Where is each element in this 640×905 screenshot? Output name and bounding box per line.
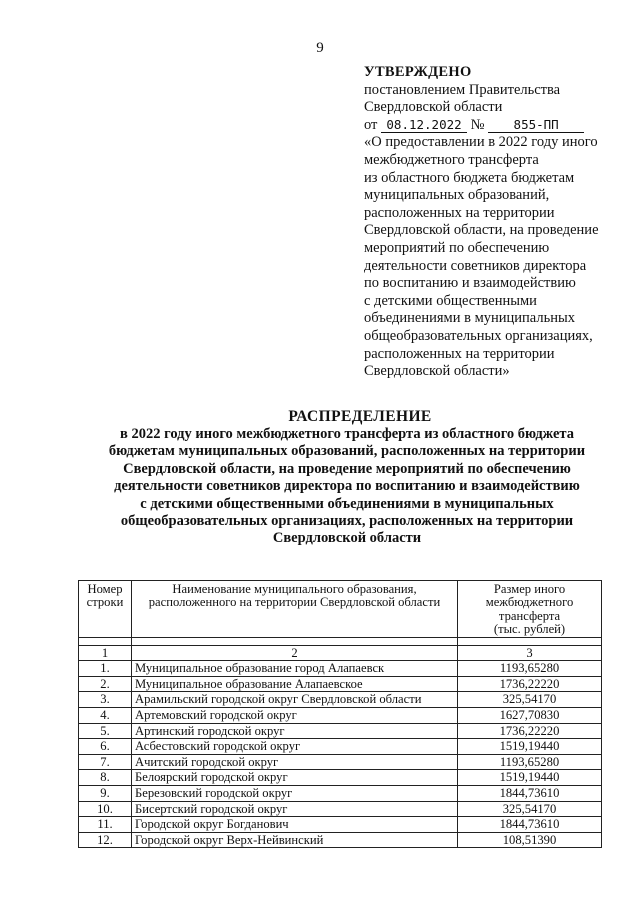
- header-text: Размер иного: [493, 582, 566, 596]
- row-number: 6.: [79, 739, 132, 755]
- municipality-name: Городской округ Богданович: [132, 817, 458, 833]
- subtitle-line: Свердловской области: [272, 530, 422, 547]
- subtitle-line: в 2022 году иного межбюджетного трансферта из областного бюджета: [120, 426, 574, 442]
- header-text: Номер: [87, 582, 123, 596]
- municipality-name: Артемовский городской округ: [132, 708, 458, 724]
- approval-date: 08.12.2022: [381, 117, 467, 133]
- transfer-amount: 108,51390: [458, 832, 602, 848]
- row-number: 8.: [79, 770, 132, 786]
- column-number: 3: [458, 645, 602, 661]
- transfer-amount: 1193,65280: [458, 661, 602, 677]
- transfer-amount: 325,54170: [458, 801, 602, 817]
- row-number: 7.: [79, 754, 132, 770]
- transfer-amount: 1519,19440: [458, 739, 602, 755]
- header-text: трансферта: [498, 608, 561, 623]
- header-text: Наименование муниципального образования,: [172, 582, 417, 596]
- date-prefix: от: [364, 116, 378, 133]
- table-header-row: [79, 581, 602, 638]
- header-text: расположенного на территории Свердловской области: [148, 595, 441, 610]
- table-row: [79, 708, 602, 724]
- table-row: [79, 661, 602, 677]
- municipality-name: Артинский городской округ: [132, 723, 458, 739]
- table-row: [79, 785, 602, 801]
- approval-title-line: муниципальных образований,: [364, 187, 550, 204]
- distribution-title: РАСПРЕДЕЛЕНИЕ: [288, 408, 432, 425]
- table-row: [79, 739, 602, 755]
- approval-title-line: мероприятий по обеспечению: [364, 239, 550, 256]
- municipality-name: Городской округ Верх-Нейвинский: [132, 832, 458, 848]
- table-row: [79, 723, 602, 739]
- transfer-amount: 1193,65280: [458, 754, 602, 770]
- distribution-table: [78, 580, 602, 848]
- table-row: [79, 801, 602, 817]
- row-number: 11.: [79, 817, 132, 833]
- transfer-amount: 1736,22220: [458, 676, 602, 692]
- approval-title-line: объединениями в муниципальных: [364, 310, 575, 327]
- approval-date-line: [364, 117, 626, 135]
- approval-block: [364, 64, 626, 381]
- approval-title-line: Свердловской области, на проведение: [364, 222, 599, 239]
- transfer-amount: 1519,19440: [458, 770, 602, 786]
- header-text: (тыс. рублей): [493, 622, 566, 637]
- transfer-amount: 1844,73610: [458, 817, 602, 833]
- row-number: 2.: [79, 676, 132, 692]
- approval-title-line: общеобразовательных организациях,: [364, 327, 593, 344]
- row-number: 10.: [79, 801, 132, 817]
- subtitle-line: деятельности советников директора по воспитанию и взаимодействию: [114, 478, 580, 495]
- approval-line-1: постановлением Правительства: [364, 81, 561, 98]
- approval-title-line: «О предоставлении в 2022 году иного: [364, 134, 598, 151]
- row-number: 1.: [79, 661, 132, 677]
- approval-line-2: Свердловской области: [364, 99, 503, 116]
- transfer-amount: 1627,70830: [458, 708, 602, 724]
- municipality-name: Белоярский городской округ: [132, 770, 458, 786]
- table-row: [79, 676, 602, 692]
- row-number: 3.: [79, 692, 132, 708]
- subtitle-line: общеобразовательных организациях, расположенных на территории: [120, 513, 574, 530]
- approval-title-line: расположенных на территории: [364, 204, 555, 221]
- column-number: 1: [79, 645, 132, 661]
- header-row-number: [79, 581, 132, 638]
- subtitle-line: бюджетам муниципальных образований, расположенных на территории: [108, 443, 586, 460]
- approval-title-line: по воспитанию и взаимодействию: [364, 275, 576, 292]
- approval-title-line: с детскими общественными: [364, 292, 537, 309]
- table-row: [79, 832, 602, 848]
- municipality-name: Муниципальное образование город Алапаевск: [132, 661, 458, 677]
- approval-title-line: Свердловской области»: [364, 363, 510, 380]
- distribution-subtitle: [74, 426, 620, 548]
- approval-title-line: из областного бюджета бюджетам: [364, 169, 575, 186]
- row-number: 4.: [79, 708, 132, 724]
- header-amount: [458, 581, 602, 638]
- municipality-name: Муниципальное образование Алапаевское: [132, 676, 458, 692]
- approval-title-line: расположенных на территории: [364, 345, 555, 362]
- header-municipality: [132, 581, 458, 638]
- table-row: [79, 754, 602, 770]
- column-number: 2: [132, 645, 458, 661]
- municipality-name: Асбестовский городской округ: [132, 739, 458, 755]
- column-number-row: [79, 645, 602, 661]
- table-row: [79, 770, 602, 786]
- transfer-amount: 1844,73610: [458, 785, 602, 801]
- transfer-amount: 1736,22220: [458, 723, 602, 739]
- header-text: межбюджетного: [485, 595, 574, 610]
- subtitle-line: Свердловской области, на проведение мероприятий по обеспечению: [123, 460, 571, 477]
- header-text: строки: [86, 595, 124, 610]
- transfer-amount: 325,54170: [458, 692, 602, 708]
- table-row: [79, 817, 602, 833]
- approval-title-line: межбюджетного трансферта: [364, 151, 539, 168]
- page-number: 9: [316, 40, 324, 56]
- row-number: 9.: [79, 785, 132, 801]
- row-number: 12.: [79, 832, 132, 848]
- header-gap-row: [79, 637, 602, 645]
- approval-heading: УТВЕРЖДЕНО: [364, 64, 472, 80]
- number-prefix: №: [470, 116, 485, 133]
- municipality-name: Арамильский городской округ Свердловской области: [132, 692, 458, 708]
- approval-number: 855-ПП: [488, 117, 584, 133]
- municipality-name: Ачитский городской округ: [132, 754, 458, 770]
- municipality-name: Бисертский городской округ: [132, 801, 458, 817]
- approval-title-line: деятельности советников директора: [364, 257, 587, 274]
- table-row: [79, 692, 602, 708]
- subtitle-line: с детскими общественными объединениями в муниципальных: [140, 495, 554, 512]
- municipality-name: Березовский городской округ: [132, 785, 458, 801]
- row-number: 5.: [79, 723, 132, 739]
